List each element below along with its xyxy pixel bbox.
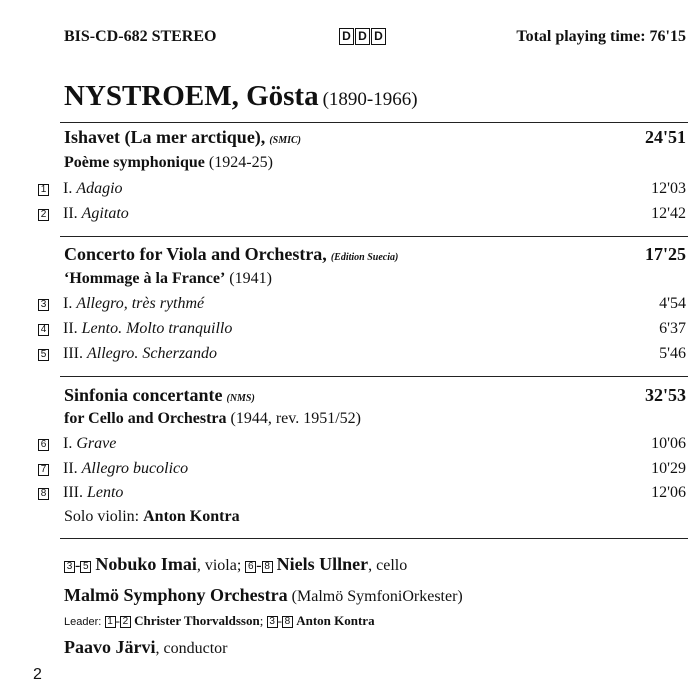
track-time: 10'29 [651,460,686,477]
composer-heading [64,80,418,113]
track-number: 2 [38,209,49,221]
ddd-letter: D [339,28,354,45]
track-time: 4'54 [659,295,686,312]
catalog-number: BIS-CD-682 STEREO [64,28,217,45]
track-row: 8 III. Lento [38,484,123,502]
work-subtitle: Poème symphonique (1924-25) [64,154,273,171]
performer-name: Niels Ullner [276,554,369,574]
track-title: Lento [86,484,124,501]
performer-name: Christer Thorvaldsson [134,613,260,628]
conductor-name: Paavo Järvi [64,637,156,657]
track-number: 3 [38,299,49,311]
track-title: Adagio [76,180,123,197]
performer-name: Nobuko Imai [95,554,197,574]
solo-credit: Solo violin: Anton Kontra [64,508,240,525]
ddd-letter: D [355,28,370,45]
track-number: 8 [38,488,49,500]
track-title: Grave [76,435,117,452]
track-title: Allegro bucolico [81,460,189,477]
track-time: 6'37 [659,320,686,337]
ddd-letter: D [371,28,386,45]
total-playing-time: Total playing time: 76'15 [516,28,686,45]
divider [60,236,688,237]
track-number: 6 [38,439,49,451]
track-time: 12'03 [651,180,686,197]
track-title: Allegro, très rythmé [76,295,205,312]
soloists-line: 3 - 5 Nobuko Imai, viola; 6 - 8 Niels Ullner, cello [64,554,407,575]
work-duration: 24'51 [644,127,686,147]
divider [60,122,688,123]
publisher: (Edition Suecia) [330,252,399,263]
track-time: 12'42 [651,205,686,222]
work-title: Ishavet (La mer arctique), (SMIC) [64,127,301,147]
orchestra-name: Malmö Symphony Orchestra [64,585,288,605]
track-title: Agitato [81,205,129,222]
work-title: Concerto for Viola and Orchestra, (Edition Suecia) [64,244,399,264]
conductor-line: Paavo Järvi, conductor [64,637,228,657]
track-number: 1 [38,184,49,196]
track-time: 5'46 [659,345,686,362]
track-number: 1 [105,616,116,628]
track-time: 10'06 [651,435,686,452]
track-number: 3 [64,561,75,573]
publisher: (SMIC) [269,135,301,146]
track-number: 5 [38,349,49,361]
track-number: 7 [38,464,49,476]
composer-name: NYSTROEM, Gösta [64,80,319,112]
track-row: 3 I. Allegro, très rythmé [38,295,204,313]
track-number: 8 [262,561,273,573]
track-title: Allegro. Scherzando [86,345,218,362]
divider [60,538,688,539]
work-title: Sinfonia concertante (NMS) [64,385,255,405]
track-number: 3 [267,616,278,628]
work-subtitle: for Cello and Orchestra (1944, rev. 1951/52) [64,410,361,427]
work-subtitle: ‘Hommage à la France’ (1941) [64,270,272,287]
track-number: 5 [80,561,91,573]
track-number: 4 [38,324,49,336]
track-row: 6 I. Grave [38,435,116,453]
track-row: 2 II. Agitato [38,205,129,223]
track-row: 7 II. Allegro bucolico [38,460,188,478]
track-number: 2 [120,616,131,628]
track-number: 6 [245,561,256,573]
divider [60,376,688,377]
track-row: 4 II. Lento. Molto tranquillo [38,320,232,338]
ddd-badge [339,27,387,45]
track-title: Lento. Molto tranquillo [81,320,233,337]
composer-dates: (1890-1966) [322,89,418,110]
leader-line: Leader: 1 - 2 Christer Thorvaldsson; 3 - 8 Anton Kontra [64,613,375,628]
track-row: 5 III. Allegro. Scherzando [38,345,217,363]
page-number: 2 [33,666,42,683]
track-number: 8 [282,616,293,628]
track-time: 12'06 [651,484,686,501]
work-duration: 17'25 [644,244,686,264]
track-row: 1 I. Adagio [38,180,123,198]
publisher: (NMS) [226,393,255,404]
performer-name: Anton Kontra [296,613,375,628]
work-duration: 32'53 [644,385,686,405]
orchestra-line: Malmö Symphony Orchestra (Malmö SymfoniOrkester) [64,585,463,605]
